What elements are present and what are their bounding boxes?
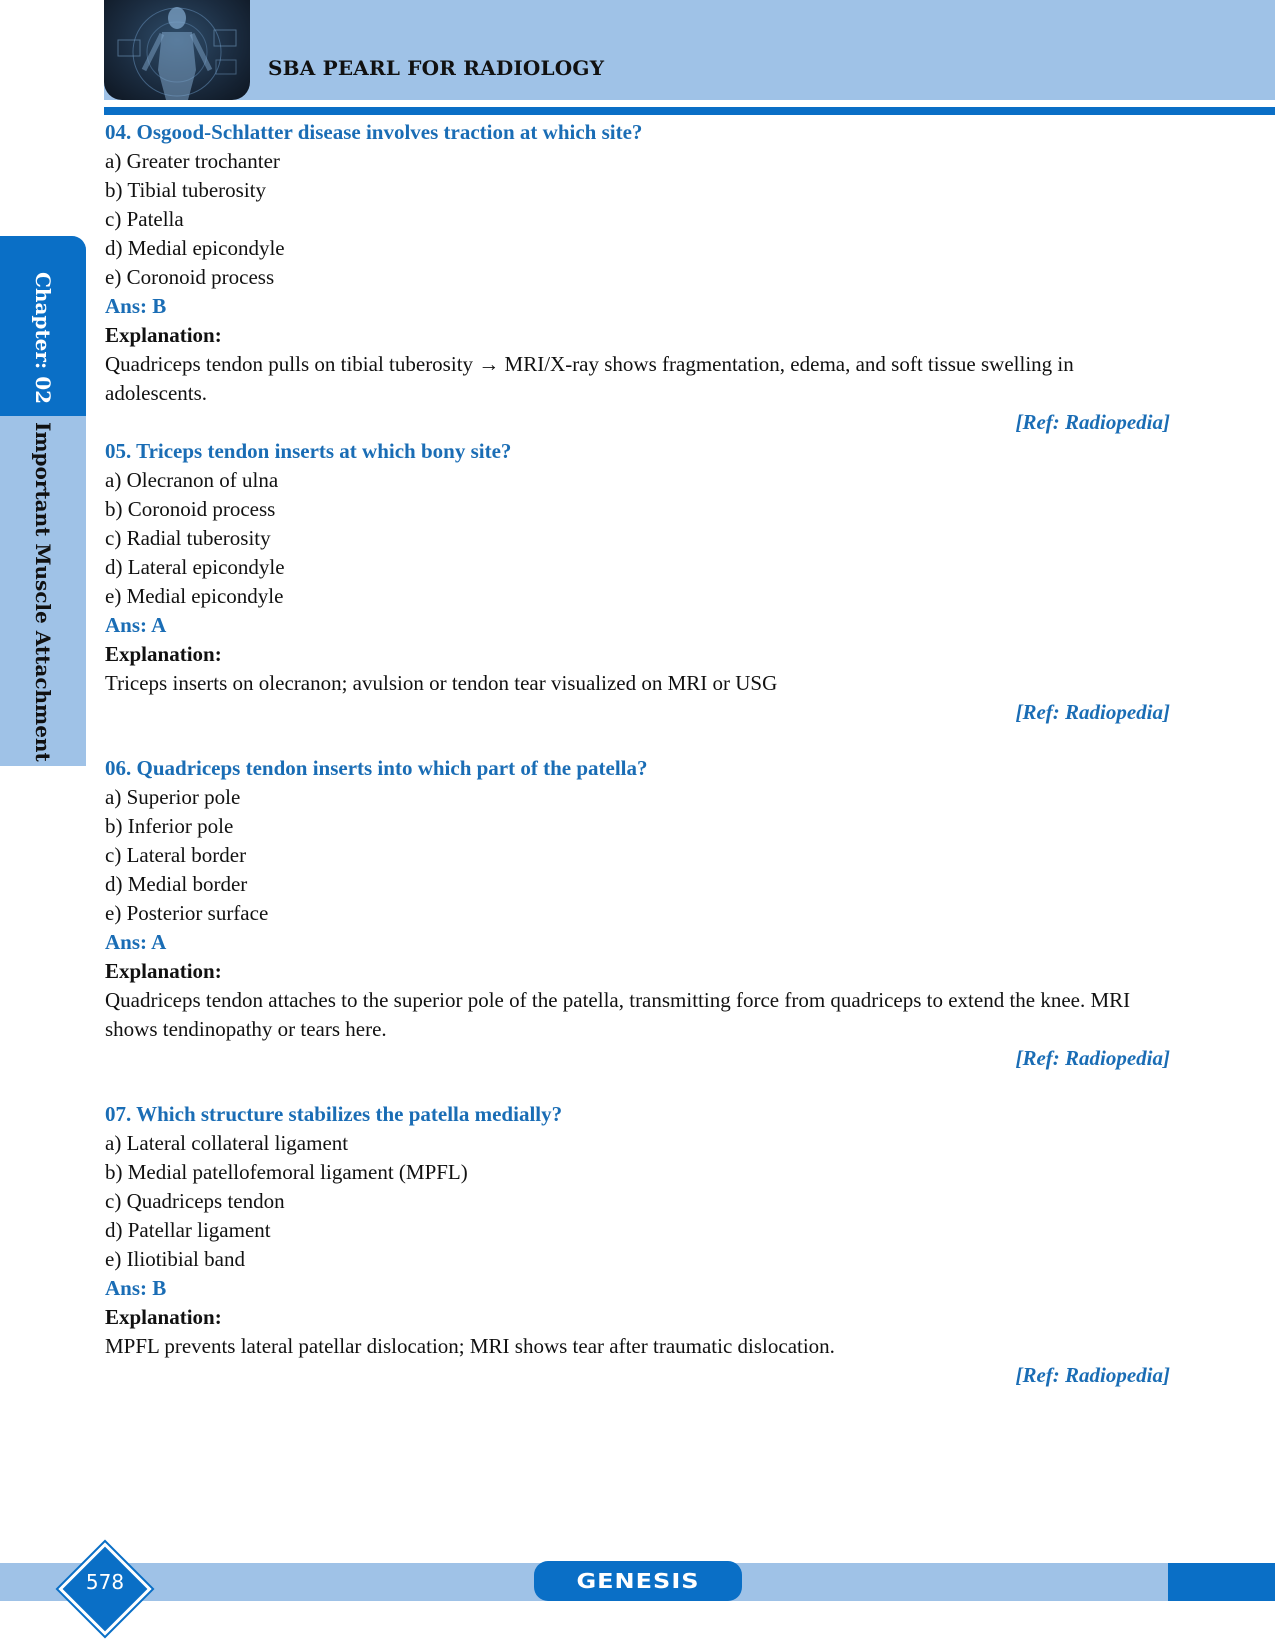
option: d) Lateral epicondyle [105, 555, 285, 579]
footer-logo-box [534, 1561, 742, 1601]
header-band [104, 0, 1275, 100]
spacer [105, 1073, 1170, 1100]
explanation-text: Quadriceps tendon pulls on tibial tuberosity → MRI/X-ray shows fragmentation, edema, and soft tissue swelling in adolescents. [105, 352, 1074, 405]
answer: Ans: A [105, 930, 167, 954]
explanation-label: Explanation: [105, 959, 222, 983]
question-content [105, 118, 1170, 1390]
explanation-text: Quadriceps tendon attaches to the superior pole of the patella, transmitting force from quadriceps to extend the knee. MRI shows tendinopathy or tears here. [105, 988, 1131, 1041]
option: e) Posterior surface [105, 901, 269, 925]
answer: Ans: B [105, 294, 167, 318]
side-tab-text [31, 272, 55, 762]
option: d) Patellar ligament [105, 1218, 271, 1242]
question-block [105, 437, 1170, 727]
option: c) Lateral border [105, 843, 247, 867]
option: d) Medial border [105, 872, 248, 896]
explanation-label: Explanation: [105, 323, 222, 347]
header-anatomy-image [104, 0, 250, 100]
question-text: 04. Osgood-Schlatter disease involves traction at which site? [105, 120, 643, 144]
question-text: 05. Triceps tendon inserts at which bony site? [105, 439, 512, 463]
footer-accent [1168, 1563, 1275, 1601]
chapter-side-tab [0, 236, 86, 766]
question-block [105, 754, 1170, 1073]
option: a) Greater trochanter [105, 149, 280, 173]
reference: [Ref: Radiopedia] [1015, 410, 1170, 434]
question-text: 07. Which structure stabilizes the patella medially? [105, 1102, 563, 1126]
reference: [Ref: Radiopedia] [1015, 1046, 1170, 1070]
explanation-label: Explanation: [105, 1305, 222, 1329]
genesis-logo: GENESIS [576, 1569, 700, 1593]
option: e) Coronoid process [105, 265, 275, 289]
answer: Ans: A [105, 613, 167, 637]
chapter-label: Chapter: 02 [31, 272, 55, 405]
answer: Ans: B [105, 1276, 167, 1300]
reference: [Ref: Radiopedia] [1015, 700, 1170, 724]
option: c) Radial tuberosity [105, 526, 271, 550]
chapter-topic: Important Muscle Attachment [31, 422, 55, 762]
page-number: 578 [85, 1570, 125, 1594]
explanation-text: MPFL prevents lateral patellar dislocation; MRI shows tear after traumatic dislocation. [105, 1334, 835, 1358]
option: e) Iliotibial band [105, 1247, 245, 1271]
option: e) Medial epicondyle [105, 584, 284, 608]
option: a) Olecranon of ulna [105, 468, 279, 492]
header-rule [104, 107, 1275, 115]
explanation-label: Explanation: [105, 642, 222, 666]
question-block [105, 118, 1170, 437]
question-block [105, 1100, 1170, 1390]
option: b) Medial patellofemoral ligament (MPFL) [105, 1160, 468, 1184]
option: d) Medial epicondyle [105, 236, 285, 260]
option: b) Tibial tuberosity [105, 178, 267, 202]
option: b) Inferior pole [105, 814, 234, 838]
option: b) Coronoid process [105, 497, 276, 521]
option: c) Quadriceps tendon [105, 1189, 285, 1213]
book-title: SBA PEARL FOR RADIOLOGY [268, 56, 605, 80]
reference: [Ref: Radiopedia] [1015, 1363, 1170, 1387]
spacer [105, 727, 1170, 754]
option: c) Patella [105, 207, 184, 231]
question-text: 06. Quadriceps tendon inserts into which part of the patella? [105, 756, 648, 780]
option: a) Superior pole [105, 785, 241, 809]
explanation-text: Triceps inserts on olecranon; avulsion or tendon tear visualized on MRI or USG [105, 671, 778, 695]
option: a) Lateral collateral ligament [105, 1131, 349, 1155]
